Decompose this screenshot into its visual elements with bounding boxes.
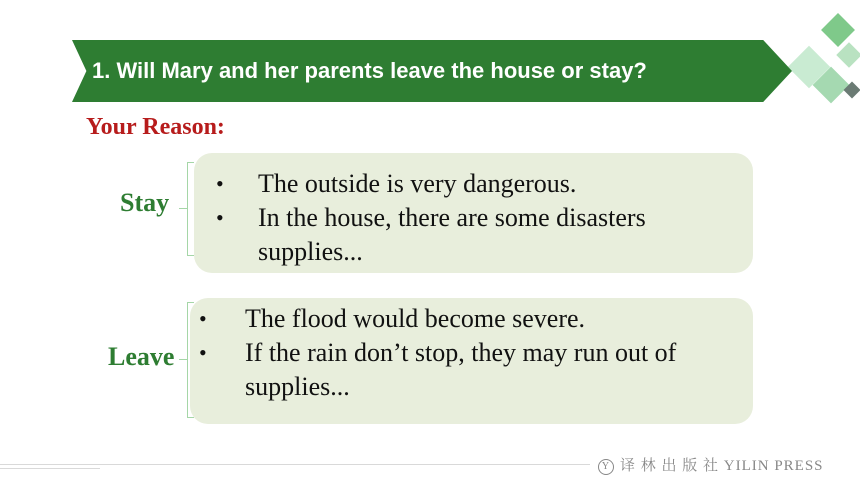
reason-text: The flood would become severe. <box>245 304 586 333</box>
option-label-leave: Leave <box>108 342 175 371</box>
reason-text: If the rain don’t stop, they may run out of supplies... <box>245 338 677 401</box>
reason-text: The outside is very dangerous. <box>258 169 577 198</box>
reason-text: In the house, there are some disasters supplies... <box>258 203 646 266</box>
question-title: 1. Will Mary and her parents leave the house or stay? <box>92 58 647 83</box>
publisher-name: 译 林 出 版 社 YILIN PRESS <box>620 458 824 474</box>
bullet-icon: • <box>199 340 207 365</box>
reason-list-stay <box>194 153 753 269</box>
decorative-diamond <box>836 42 860 67</box>
reason-list-leave <box>190 298 753 404</box>
bracket-stay <box>187 162 194 256</box>
decorative-diamond <box>821 13 855 47</box>
list-item <box>190 336 705 404</box>
reason-box-leave <box>190 298 753 424</box>
option-label-stay: Stay <box>120 188 170 217</box>
bracket-tick-stay <box>179 208 187 209</box>
footer-divider <box>0 464 590 465</box>
publisher-logo-icon: Y <box>598 459 614 475</box>
bracket-tick-leave <box>179 359 187 360</box>
reason-label: Your Reason: <box>86 114 225 140</box>
list-item <box>194 201 698 269</box>
bullet-icon: • <box>199 306 207 331</box>
footer-divider <box>0 468 100 469</box>
list-item <box>194 167 753 201</box>
list-item <box>190 302 753 336</box>
bullet-icon: • <box>216 171 224 196</box>
publisher-footer <box>598 454 824 475</box>
bullet-icon: • <box>216 205 224 230</box>
reason-box-stay <box>194 153 753 273</box>
